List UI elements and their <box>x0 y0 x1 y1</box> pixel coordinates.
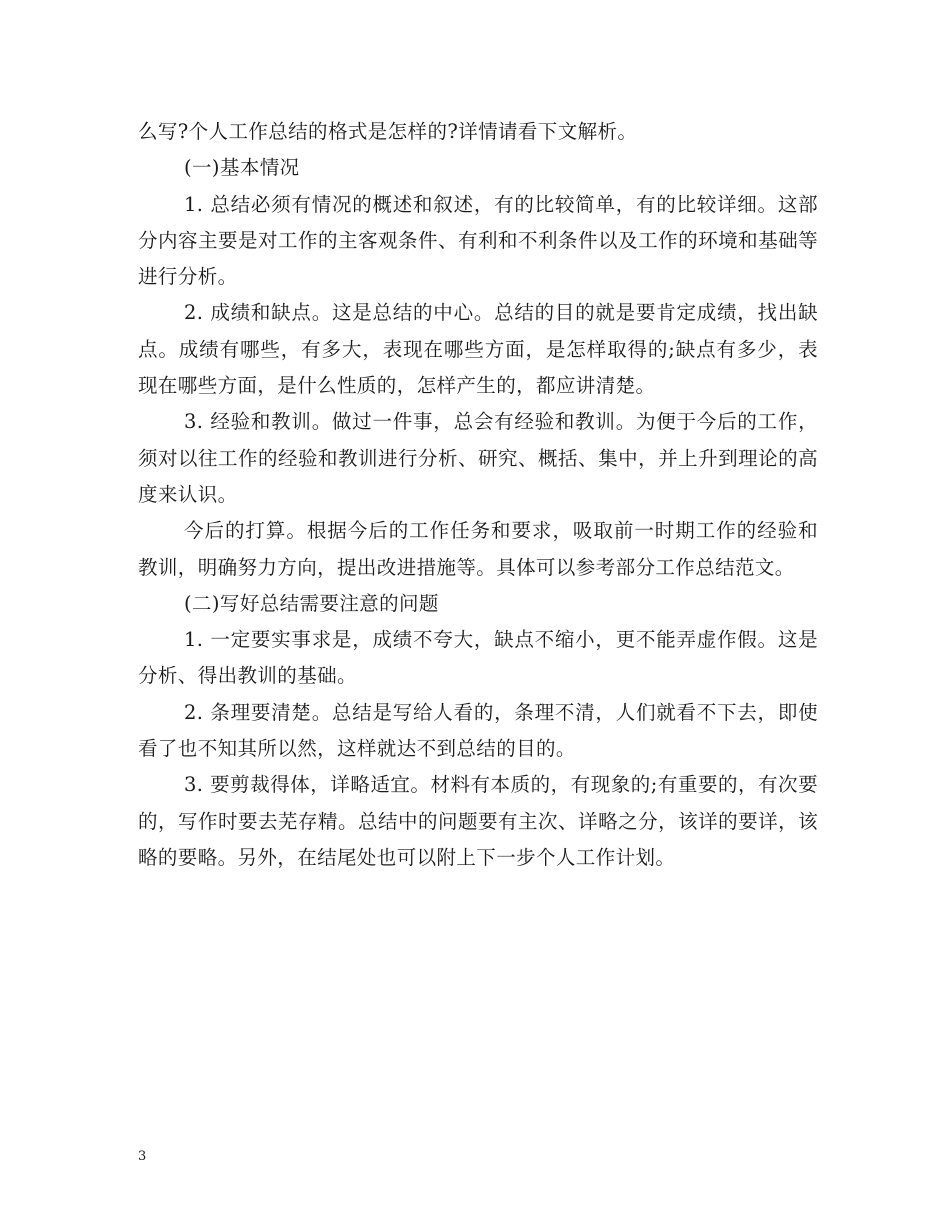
paragraph-note-1: 1. 一定要实事求是，成绩不夸大，缺点不缩小，更不能弄虚作假。这是分析、得出教训的基础。 <box>138 628 818 688</box>
page-number: 3 <box>138 1149 147 1164</box>
paragraph-item-2-achievements: 2. 成绩和缺点。这是总结的中心。总结的目的就是要肯定成绩，找出缺点。成绩有哪些，有多大，表现在哪些方面，是怎样取得的;缺点有多少，表现在哪些方面，是什么性质的，怎样产生的，都应讲清楚。 <box>138 301 818 398</box>
paragraph-future-plans: 今后的打算。根据今后的工作任务和要求，吸取前一时期工作的经验和教训，明确努力方向，提出改进措施等。具体可以参考部分工作总结范文。 <box>138 519 818 579</box>
section-heading-basic-situation: (一)基本情况 <box>184 156 300 180</box>
paragraph-item-3-lessons: 3. 经验和教训。做过一件事，总会有经验和教训。为便于今后的工作，须对以往工作的经验和教训进行分析、研究、概括、集中，并上升到理论的高度来认识。 <box>138 410 818 506</box>
paragraph-intro-continuation: 么写?个人工作总结的格式是怎样的?详情请看下文解析。 <box>138 120 638 143</box>
section-heading-notes: (二)写好总结需要注意的问题 <box>184 591 439 615</box>
paragraph-note-3: 3. 要剪裁得体，详略适宜。材料有本质的，有现象的;有重要的，有次要的，写作时要去芜存精。总结中的问题要有主次、详略之分，该详的要详，该略的要略。另外，在结尾处也可以附上下一步个人工作计划。 <box>138 773 818 869</box>
document-body <box>138 114 818 876</box>
paragraph-item-1-overview: 1. 总结必须有情况的概述和叙述，有的比较简单，有的比较详细。这部分内容主要是对工作的主客观条件、有利和不利条件以及工作的环境和基础等进行分析。 <box>138 192 818 289</box>
paragraph-note-2: 2. 条理要清楚。总结是写给人看的，条理不清，人们就看不下去，即使看了也不知其所以然，这样就达不到总结的目的。 <box>138 700 818 761</box>
